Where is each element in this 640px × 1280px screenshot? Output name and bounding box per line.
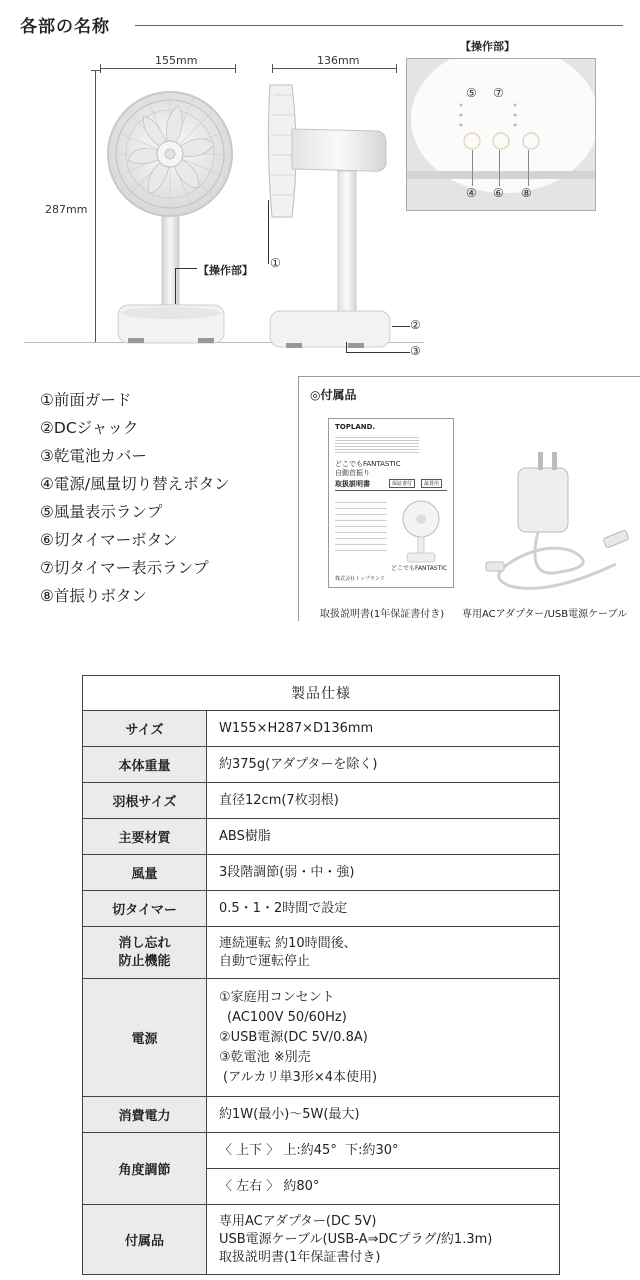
spec-table — [82, 675, 560, 1275]
control-callout-line — [175, 268, 176, 304]
shutoff-label-line2: 防止機能 — [118, 953, 171, 969]
spec-value: 約1W(最小)〜5W(最大) — [207, 1097, 560, 1133]
manual-text-lines — [335, 435, 419, 455]
shutoff-value-line2: 自動で運転停止 — [219, 953, 311, 969]
part-item: ⑧首振りボタン — [40, 587, 147, 605]
fan-side-illustration — [262, 75, 402, 355]
callout-2-label: ② — [410, 318, 421, 332]
callout-1-label: ① — [270, 256, 281, 270]
height-dimension: 287mm — [45, 203, 88, 216]
power-line: ③乾電池 ※別売 — [219, 1049, 311, 1065]
section-title: 各部の名称 — [20, 17, 110, 37]
accessory-line: 専用ACアダプター(DC 5V) — [219, 1213, 377, 1229]
height-dim-tick-top — [91, 70, 100, 71]
spec-label: 羽根サイズ — [83, 783, 207, 819]
fan-front-illustration — [100, 70, 240, 350]
adapter-caption: 専用ACアダプター/USB電源ケーブル — [462, 609, 628, 620]
callout-2-line — [392, 326, 410, 327]
spec-value: ABS樹脂 — [207, 819, 560, 855]
control-callout-hline — [175, 268, 197, 269]
spec-value-accessories — [207, 1205, 560, 1275]
control-panel-title: 【操作部】 — [460, 40, 515, 53]
callout-3-line-v — [346, 342, 347, 352]
parts-list — [40, 386, 290, 610]
callout-5-label: ⑤ — [466, 86, 477, 100]
width-dimension: 155mm — [155, 54, 198, 67]
spec-value: 直径12cm(7枚羽根) — [207, 783, 560, 819]
spec-label: 付属品 — [83, 1205, 207, 1275]
power-line: ①家庭用コンセント — [219, 989, 335, 1005]
spec-value: W155×H287×D136mm — [207, 711, 560, 747]
spec-value-shutoff — [207, 927, 560, 979]
height-dim-line — [95, 70, 96, 342]
control-callout-label: 【操作部】 — [198, 264, 253, 277]
shutoff-label-line1: 消し忘れ — [118, 935, 171, 951]
spec-value-power — [207, 979, 560, 1097]
spec-value-angle-horizontal: 〈 左右 〉 約80° — [207, 1169, 560, 1205]
manual-doc-title: 取扱説明書 — [335, 480, 370, 488]
depth-dim-tick-right — [396, 64, 397, 73]
accessory-line: 取扱説明書(1年保証書付き) — [219, 1249, 381, 1265]
power-line: ②USB電源(DC 5V/0.8A) — [219, 1029, 368, 1045]
part-item: ⑦切タイマー表示ランプ — [40, 559, 209, 577]
power-line: (AC100V 50/60Hz) — [227, 1009, 347, 1025]
spec-label: 本体重量 — [83, 747, 207, 783]
callout-4-line — [472, 150, 473, 186]
manual-tag1: 保証書付 — [389, 479, 415, 488]
spec-value: 3段階調節(弱・中・強) — [207, 855, 560, 891]
manual-company: 株式会社トップランド — [335, 576, 385, 582]
depth-dim-tick-left — [272, 64, 273, 73]
part-item: ⑥切タイマーボタン — [40, 531, 178, 549]
spec-label: 切タイマー — [83, 891, 207, 927]
manual-tag2: 最賃用 — [421, 479, 442, 488]
shutoff-value-line1: 連続運転 約10時間後、 — [219, 935, 357, 951]
spec-label: 風量 — [83, 855, 207, 891]
callout-3-label: ③ — [410, 344, 421, 358]
callout-3-line-h — [346, 352, 410, 353]
manual-toc-lines — [335, 497, 387, 555]
adapter-cable-illustration — [478, 440, 638, 600]
part-item: ④電源/風量切り替えボタン — [40, 475, 230, 493]
spec-label: 主要材質 — [83, 819, 207, 855]
part-item: ②DCジャック — [40, 419, 139, 437]
manual-product-line1: どこでもFANTASTIC — [335, 460, 401, 468]
spec-value-angle-vertical: 〈 上下 〉 上:約45° 下:約30° — [207, 1133, 560, 1169]
accessory-line: USB電源ケーブル(USB-A⇒DCプラグ/約1.3m) — [219, 1231, 493, 1247]
manual-caption: 取扱説明書(1年保証書付き) — [320, 609, 445, 620]
manual-brand: TOPLAND. — [335, 423, 376, 431]
spec-label: 角度調節 — [83, 1133, 207, 1205]
callout-8-line — [528, 150, 529, 186]
spec-value: 約375g(アダプターを除く) — [207, 747, 560, 783]
manual-product-line2: 自動首振り — [335, 469, 370, 477]
spec-label: 電源 — [83, 979, 207, 1097]
callout-6-label: ⑥ — [493, 186, 504, 200]
title-rule — [135, 25, 623, 26]
manual-footer-brand: どこでもFANTASTIC — [391, 565, 448, 572]
power-line: (アルカリ単3形×4本使用) — [223, 1069, 378, 1085]
callout-7-label: ⑦ — [493, 86, 504, 100]
spec-label-shutoff — [83, 927, 207, 979]
manual-fan-icon — [395, 497, 445, 567]
spec-title: 製品仕様 — [83, 676, 560, 711]
callout-1-line — [268, 200, 269, 264]
part-item: ①前面ガード — [40, 391, 132, 409]
spec-label: 消費電力 — [83, 1097, 207, 1133]
depth-dimension: 136mm — [317, 54, 360, 67]
callout-8-label: ⑧ — [521, 186, 532, 200]
manual-divider — [335, 490, 447, 491]
callout-4-label: ④ — [466, 186, 477, 200]
depth-dim-line — [272, 68, 396, 69]
accessories-title: ◎付属品 — [310, 388, 357, 402]
width-dim-line — [100, 68, 235, 69]
manual-illustration — [328, 418, 454, 588]
callout-6-line — [499, 150, 500, 186]
part-item: ③乾電池カバー — [40, 447, 147, 465]
spec-value: 0.5・1・2時間で設定 — [207, 891, 560, 927]
spec-label: サイズ — [83, 711, 207, 747]
part-item: ⑤風量表示ランプ — [40, 503, 163, 521]
